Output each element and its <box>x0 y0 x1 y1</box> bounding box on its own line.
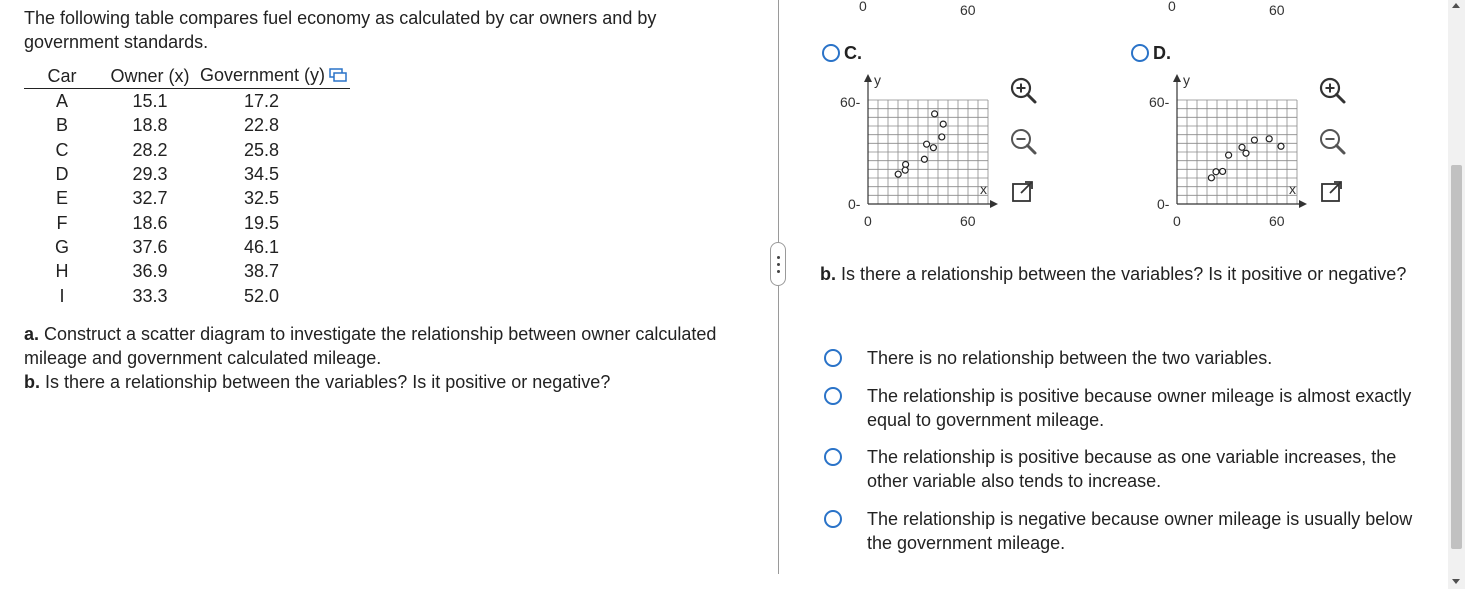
cell-car: C <box>55 139 69 160</box>
cell-car: E <box>55 188 68 209</box>
answer-text: The relationship is positive because owner mileage is almost exactly equal to government mileage. <box>867 386 1412 430</box>
cell-owner: 33.3 <box>132 285 168 306</box>
option-d-radio[interactable] <box>1131 44 1149 62</box>
option-c-radio[interactable] <box>822 44 840 62</box>
option-c-grid <box>868 100 988 204</box>
option-c-x-tick-max: 60 <box>960 213 976 229</box>
option-c-expand-icon[interactable] <box>1010 179 1040 209</box>
option-d-label: D. <box>1153 43 1171 63</box>
prev-plot-tick-left-0: 0 <box>859 0 867 14</box>
data-table <box>24 64 350 308</box>
option-c-y-tick-min: 0- <box>848 196 861 212</box>
question-a-text: Construct a scatter diagram to investigate the relationship between owner calculated mileage and government calculated mileage. <box>24 324 717 368</box>
option-d-points <box>1208 136 1284 181</box>
table-header-row <box>24 64 350 89</box>
option-c-point <box>921 156 927 162</box>
option-d-point <box>1251 137 1257 143</box>
cell-car: F <box>56 212 68 233</box>
option-c-y-axis-label: y <box>874 72 881 88</box>
cell-owner: 32.7 <box>132 188 168 209</box>
cell-car: A <box>55 91 68 112</box>
part-b-label: b. <box>820 264 836 284</box>
option-d-x-axis-label: x <box>1289 181 1296 197</box>
cell-owner: 18.8 <box>132 115 168 136</box>
cell-government: 52.0 <box>244 285 280 306</box>
table-row <box>24 210 350 234</box>
option-c-x-tick-min: 0 <box>864 213 872 229</box>
option-c-point <box>932 111 938 117</box>
option-d-expand-icon[interactable] <box>1319 179 1349 209</box>
option-d-x-tick-max: 60 <box>1269 213 1285 229</box>
answer-radio[interactable] <box>824 349 842 367</box>
scroll-down-arrow-icon[interactable] <box>1452 579 1460 584</box>
option-d-y-tick-min: 0- <box>1157 196 1170 212</box>
col-header-government-label: Government (y) <box>200 65 326 86</box>
option-d-point <box>1239 144 1245 150</box>
option-d-y-arrow <box>1173 74 1181 82</box>
option-c-x-axis-label: x <box>980 181 987 197</box>
cell-car: G <box>54 236 69 257</box>
answer-text: The relationship is negative because owner mileage is usually below the government mileage. <box>867 509 1413 553</box>
cell-car: D <box>55 164 69 185</box>
option-d-x-arrow <box>1299 200 1307 208</box>
cell-owner: 29.3 <box>132 164 168 185</box>
prev-plot-tick-right-60: 60 <box>1269 2 1285 18</box>
question-a <box>24 322 724 370</box>
option-c-point <box>939 134 945 140</box>
option-c-point <box>930 145 936 151</box>
cell-government: 22.8 <box>244 115 280 136</box>
cell-government: 32.5 <box>244 188 280 209</box>
option-d-zoom-in-icon[interactable] <box>1317 75 1347 105</box>
option-d-grid <box>1177 100 1297 204</box>
table-row <box>24 235 350 259</box>
option-d-y-tick-max: 60- <box>1149 94 1170 110</box>
cell-owner: 28.2 <box>132 139 168 160</box>
table-row <box>24 138 350 162</box>
table-row <box>24 283 350 307</box>
table-row <box>24 186 350 210</box>
option-d-point <box>1220 168 1226 174</box>
col-header-owner: Owner (x) <box>110 65 190 86</box>
prev-plot-tick-right-0: 0 <box>1168 0 1176 14</box>
question-b-label: b. <box>24 372 40 392</box>
option-c-point <box>902 167 908 173</box>
cell-car: I <box>59 285 65 306</box>
cell-owner: 37.6 <box>132 236 168 257</box>
table-row <box>24 162 350 186</box>
option-c-zoom-in-icon[interactable] <box>1008 75 1038 105</box>
answer-text: There is no relationship between the two variables. <box>867 348 1273 368</box>
option-c-point <box>924 141 930 147</box>
answer-pane <box>780 0 1448 589</box>
option-d-point <box>1278 143 1284 149</box>
cell-government: 25.8 <box>244 139 280 160</box>
cell-owner: 15.1 <box>132 91 168 112</box>
option-c-y-tick-max: 60- <box>840 94 861 110</box>
copy-table-icon[interactable] <box>329 66 347 87</box>
option-c-point <box>895 171 901 177</box>
option-d-zoom-out-icon[interactable] <box>1317 126 1347 156</box>
cell-owner: 36.9 <box>132 261 168 282</box>
cell-government: 46.1 <box>244 236 280 257</box>
col-header-government <box>200 64 350 89</box>
table-row <box>24 113 350 137</box>
answer-radio[interactable] <box>824 510 842 528</box>
table-row <box>24 89 350 114</box>
option-d-point <box>1213 169 1219 175</box>
option-c-point <box>940 121 946 127</box>
option-c-label: C. <box>844 43 862 63</box>
cell-car: B <box>55 115 68 136</box>
cell-car: H <box>55 261 69 282</box>
option-d-point <box>1266 136 1272 142</box>
scroll-up-arrow-icon[interactable] <box>1452 3 1460 8</box>
option-c-y-arrow <box>864 74 872 82</box>
cell-government: 19.5 <box>244 212 280 233</box>
option-c-scatter-plot <box>830 72 1020 232</box>
cell-government: 17.2 <box>244 91 280 112</box>
part-b-text: Is there a relationship between the variables? Is it positive or negative? <box>836 264 1407 284</box>
answer-text: The relationship is positive because as one variable increases, the other variable also tends to increase. <box>867 447 1397 491</box>
question-text <box>24 322 724 394</box>
option-c-points <box>895 111 946 177</box>
pane-divider <box>778 0 779 574</box>
option-d-point <box>1243 150 1249 156</box>
answer-radio[interactable] <box>824 448 842 466</box>
answer-radio[interactable] <box>824 387 842 405</box>
option-c-zoom-out-icon[interactable] <box>1008 126 1038 156</box>
col-header-car: Car <box>47 65 77 86</box>
prev-plot-tick-left-60: 60 <box>960 2 976 18</box>
option-d-point <box>1226 152 1232 158</box>
intro-text: The following table compares fuel economy as calculated by car owners and by government standards. <box>24 8 657 52</box>
cell-government: 34.5 <box>244 164 280 185</box>
part-b-question <box>820 262 1420 286</box>
scrollbar-thumb[interactable] <box>1451 165 1462 549</box>
option-d-point <box>1208 175 1214 181</box>
option-c-x-arrow <box>990 200 998 208</box>
option-d-x-tick-min: 0 <box>1173 213 1181 229</box>
option-d-y-axis-label: y <box>1183 72 1190 88</box>
cell-government: 38.7 <box>244 261 280 282</box>
option-c-point <box>903 161 909 167</box>
question-b <box>24 370 724 394</box>
cell-owner: 18.6 <box>132 212 168 233</box>
question-b-text: Is there a relationship between the variables? Is it positive or negative? <box>40 372 611 392</box>
table-row <box>24 259 350 283</box>
question-a-label: a. <box>24 324 40 344</box>
option-d-scatter-plot <box>1139 72 1329 232</box>
